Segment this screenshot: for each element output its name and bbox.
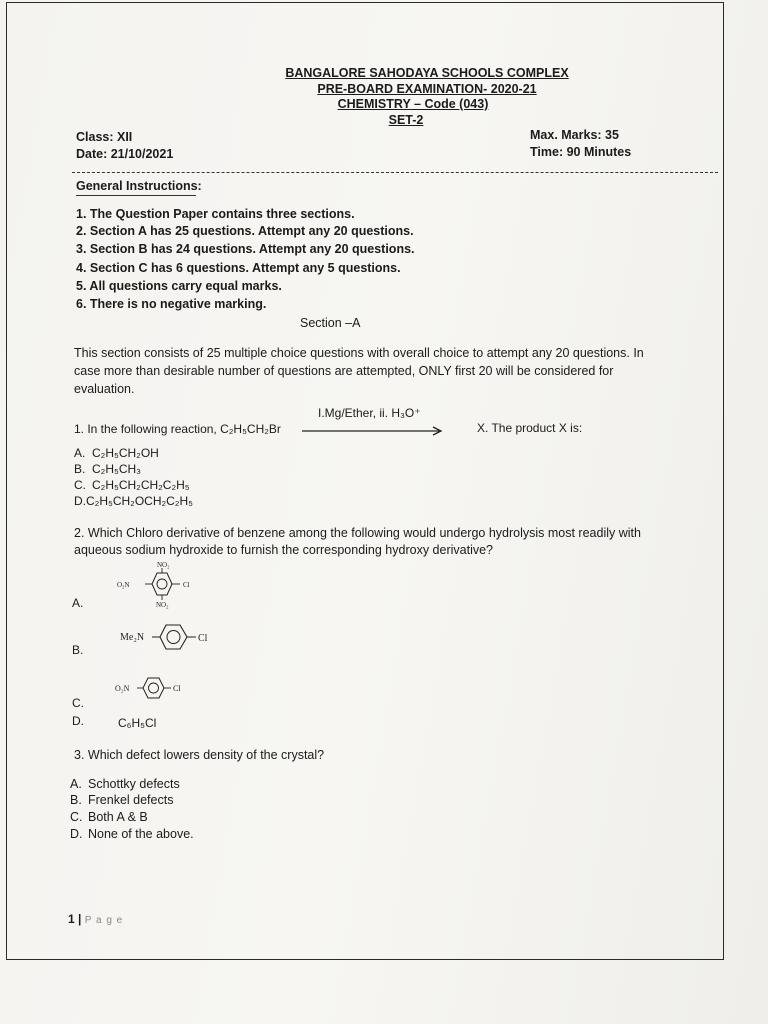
no2-label: NO₂ <box>156 601 169 609</box>
set-label: SET-2 <box>388 113 424 127</box>
option-letter: C. <box>72 696 84 710</box>
option-letter: D. <box>72 714 84 728</box>
option-letter: A. <box>70 777 82 791</box>
option-letter: D. <box>74 494 86 508</box>
option-letter: D. <box>70 827 83 841</box>
reaction-reagents: I.Mg/Ether, ii. H₃O⁺ <box>318 406 421 420</box>
option-letter: C. <box>74 478 86 492</box>
option-text: Frenkel defects <box>88 793 174 807</box>
question-3-text: 3. Which defect lowers density of the crystal? <box>74 748 325 762</box>
o2n-label: O₂N <box>115 684 130 693</box>
nitro-chlorobenzene-structure <box>112 674 202 702</box>
time-label: Time: 90 Minutes <box>530 145 632 159</box>
trinitro-chlorobenzene-structure <box>112 560 212 610</box>
instruction-item: 3. Section B has 24 questions. Attempt any 20 questions. <box>76 242 415 256</box>
instructions-title: General Instructions: <box>76 179 202 193</box>
subject-title: CHEMISTRY – Code (043) <box>337 97 489 111</box>
section-intro-line: This section consists of 25 multiple choice questions with overall choice to attempt any 20 questions. In <box>74 346 644 360</box>
cl-label: Cl <box>183 581 190 589</box>
divider-dashed <box>72 172 718 173</box>
reaction-arrow <box>300 424 450 438</box>
option-text: None of the above. <box>88 827 194 841</box>
page-number: 1 <box>68 912 75 926</box>
question-1-result: X. The product X is: <box>477 421 583 435</box>
option-row <box>74 462 141 476</box>
page-separator: | <box>78 912 82 926</box>
option-text: Schottky defects <box>88 777 180 791</box>
cl-label: Cl <box>198 633 208 644</box>
section-intro-line: evaluation. <box>74 382 135 396</box>
option-text: C₂H₅CH₂CH₂C₂H₅ <box>92 478 190 492</box>
instructions-underline <box>76 195 196 196</box>
dimethylamino-chlorobenzene-structure <box>116 620 226 654</box>
date-label: Date: 21/10/2021 <box>76 147 174 161</box>
question-2-line: 2. Which Chloro derivative of benzene among the following would undergo hydrolysis most readily with <box>74 526 641 540</box>
option-letter: A. <box>72 596 84 610</box>
option-text: C₂H₅CH₂OCH₂C₂H₅ <box>86 494 193 508</box>
instruction-item: 5. All questions carry equal marks. <box>76 279 282 293</box>
option-row <box>74 494 193 508</box>
option-letter: C. <box>70 810 83 824</box>
option-text: Both A & B <box>88 810 148 824</box>
option-text: C₂H₅CH₂OH <box>92 446 159 460</box>
option-letter: B. <box>74 462 86 476</box>
o2n-label: O₂N <box>117 581 130 589</box>
question-2-line: aqueous sodium hydroxide to furnish the corresponding hydroxy derivative? <box>74 543 493 557</box>
school-name: BANGALORE SAHODAYA SCHOOLS COMPLEX <box>285 66 569 80</box>
no2-label: NO₂ <box>157 561 170 569</box>
exam-title: PRE-BOARD EXAMINATION- 2020-21 <box>317 82 537 96</box>
instruction-item: 4. Section C has 6 questions. Attempt any 5 questions. <box>76 261 401 275</box>
option-row <box>70 810 148 824</box>
option-row <box>70 793 173 807</box>
option-letter: B. <box>72 643 84 657</box>
option-text: C₂H₅CH₃ <box>92 462 142 476</box>
option-row <box>70 827 194 841</box>
instruction-item: 2. Section A has 25 questions. Attempt any 20 questions. <box>76 224 414 238</box>
instruction-item: 6. There is no negative marking. <box>76 297 267 311</box>
question-1-text: 1. In the following reaction, C₂H₅CH₂Br <box>74 422 281 436</box>
class-label: Class: XII <box>76 130 133 144</box>
page-word: P a g e <box>84 915 124 926</box>
option-row <box>74 478 190 492</box>
section-intro-line: case more than desirable number of questions are attempted, ONLY first 20 will be considered for <box>74 364 614 378</box>
me2n-label: Me₂N <box>120 632 145 643</box>
option-letter: A. <box>74 446 86 460</box>
option-text: C₆H₅Cl <box>118 716 157 730</box>
option-letter: B. <box>70 793 82 807</box>
page-footer <box>68 912 123 926</box>
option-row <box>70 777 180 791</box>
max-marks-label: Max. Marks: 35 <box>530 128 619 142</box>
section-title: Section –A <box>300 316 361 330</box>
cl-label: Cl <box>173 684 181 693</box>
instruction-item: 1. The Question Paper contains three sections. <box>76 207 355 221</box>
option-row <box>74 446 159 460</box>
